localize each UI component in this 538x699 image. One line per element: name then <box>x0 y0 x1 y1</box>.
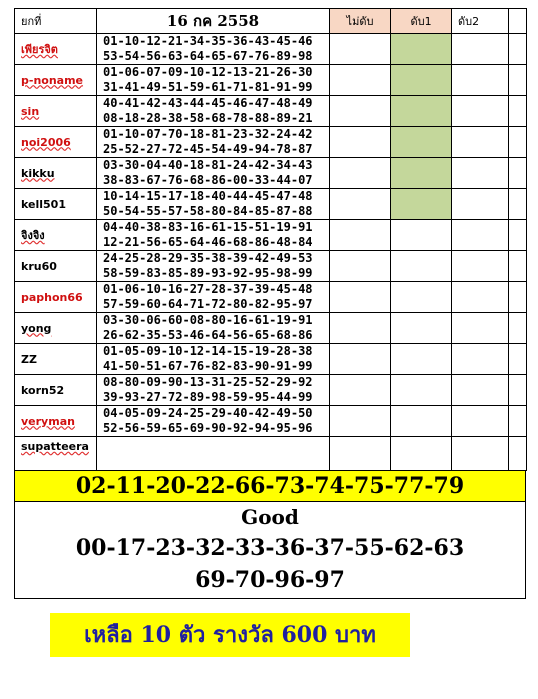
miss-cell <box>330 313 391 344</box>
player-numbers: 10-14-15-17-18-40-44-45-47-48 50-54-55-57-58-80-84-85-87-88 <box>97 189 330 220</box>
miss-cell <box>330 127 391 158</box>
hit2-cell <box>452 127 509 158</box>
table-row <box>15 437 527 471</box>
hit1-cell <box>391 375 452 406</box>
player-name: kell501 <box>15 189 97 220</box>
table-row <box>15 344 527 375</box>
hit2-cell <box>452 189 509 220</box>
table-row <box>15 158 527 189</box>
miss-cell <box>330 406 391 437</box>
spacer-cell <box>509 344 527 375</box>
hit1-cell <box>391 251 452 282</box>
hit1-cell <box>391 344 452 375</box>
spacer-cell <box>509 437 527 471</box>
player-name: ZZ <box>15 344 97 375</box>
hit2-cell <box>452 375 509 406</box>
player-name: yong <box>15 313 97 344</box>
table-row <box>15 406 527 437</box>
spacer-cell <box>509 96 527 127</box>
player-name: p-noname <box>15 65 97 96</box>
spacer-cell <box>509 9 527 34</box>
spacer-cell <box>509 220 527 251</box>
player-name: veryman <box>15 406 97 437</box>
hit2-cell <box>452 437 509 471</box>
spacer-cell <box>509 158 527 189</box>
hit2-cell <box>452 65 509 96</box>
table-row <box>15 313 527 344</box>
hit1-cell <box>391 437 452 471</box>
spacer-cell <box>509 34 527 65</box>
hit2-cell <box>452 282 509 313</box>
hit1-cell <box>391 34 452 65</box>
miss-cell <box>330 375 391 406</box>
good-title: Good <box>241 505 299 529</box>
hit1-cell <box>391 282 452 313</box>
hit1-cell <box>391 158 452 189</box>
player-name: kru60 <box>15 251 97 282</box>
hit2-cell <box>452 344 509 375</box>
spacer-cell <box>509 313 527 344</box>
table-row <box>15 96 527 127</box>
prize-banner: เหลือ 10 ตัว รางวัล 600 บาท <box>50 613 410 657</box>
spacer-cell <box>509 282 527 313</box>
good-numbers-box <box>14 502 526 599</box>
draw-date: 16 กค 2558 <box>97 9 330 34</box>
player-numbers: 01-06-10-16-27-28-37-39-45-48 57-59-60-64-71-72-80-82-95-97 <box>97 282 330 313</box>
miss-cell <box>330 251 391 282</box>
player-numbers <box>97 437 330 471</box>
table-row <box>15 251 527 282</box>
hit2-cell <box>452 34 509 65</box>
miss-cell <box>330 158 391 189</box>
table-row <box>15 34 527 65</box>
table-row <box>15 220 527 251</box>
table-row <box>15 127 527 158</box>
player-numbers: 24-25-28-29-35-38-39-42-49-53 58-59-83-85-89-93-92-95-98-99 <box>97 251 330 282</box>
hit2-cell <box>452 406 509 437</box>
miss-cell <box>330 96 391 127</box>
table-row <box>15 189 527 220</box>
spacer-cell <box>509 375 527 406</box>
entries-table <box>14 8 527 471</box>
good-numbers-line2: 69-70-96-97 <box>195 567 345 593</box>
hit2-cell <box>452 313 509 344</box>
player-numbers: 40-41-42-43-44-45-46-47-48-49 08-18-28-38-58-68-78-88-89-21 <box>97 96 330 127</box>
spacer-cell <box>509 65 527 96</box>
player-numbers: 04-40-38-83-16-61-15-51-19-91 12-21-56-65-64-46-68-86-48-84 <box>97 220 330 251</box>
player-name: จิงจิง <box>15 220 97 251</box>
player-name: kikku <box>15 158 97 189</box>
player-name: supatteera <box>15 437 97 471</box>
miss-cell <box>330 189 391 220</box>
hit1-cell <box>391 313 452 344</box>
table-row <box>15 282 527 313</box>
player-numbers: 08-80-09-90-13-31-25-52-29-92 39-93-27-72-89-98-59-95-44-99 <box>97 375 330 406</box>
spacer-cell <box>509 406 527 437</box>
player-name: เพียรจิต <box>15 34 97 65</box>
spacer-cell <box>509 251 527 282</box>
player-numbers: 01-05-09-10-12-14-15-19-28-38 41-50-51-67-76-82-83-90-91-99 <box>97 344 330 375</box>
player-name: korn52 <box>15 375 97 406</box>
hit2-cell <box>452 158 509 189</box>
player-name: noi2006 <box>15 127 97 158</box>
hit1-cell <box>391 96 452 127</box>
hit1-cell <box>391 406 452 437</box>
player-numbers: 04-05-09-24-25-29-40-42-49-50 52-56-59-65-69-90-92-94-95-96 <box>97 406 330 437</box>
player-numbers: 03-30-04-40-18-81-24-42-34-43 38-83-67-76-68-86-00-33-44-07 <box>97 158 330 189</box>
result-banner: 02-11-20-22-66-73-74-75-77-79 <box>14 471 526 502</box>
player-numbers: 01-10-07-70-18-81-23-32-24-42 25-52-27-72-45-54-49-94-78-87 <box>97 127 330 158</box>
miss-cell <box>330 220 391 251</box>
miss-cell <box>330 437 391 471</box>
col-2-header: ดับ2 <box>452 9 509 34</box>
hit1-cell <box>391 220 452 251</box>
col-1-header: ดับ1 <box>391 9 452 34</box>
spacer-cell <box>509 189 527 220</box>
round-label: ยกที่ <box>15 9 97 34</box>
hit1-cell <box>391 65 452 96</box>
hit2-cell <box>452 96 509 127</box>
player-numbers: 03-30-06-60-08-80-16-61-19-91 26-62-35-53-46-64-56-65-68-86 <box>97 313 330 344</box>
table-row <box>15 375 527 406</box>
spacer-cell <box>509 127 527 158</box>
hit1-cell <box>391 189 452 220</box>
hit2-cell <box>452 220 509 251</box>
player-numbers: 01-10-12-21-34-35-36-43-45-46 53-54-56-63-64-65-67-76-89-98 <box>97 34 330 65</box>
player-numbers: 01-06-07-09-10-12-13-21-26-30 31-41-49-51-59-61-71-81-91-99 <box>97 65 330 96</box>
miss-cell <box>330 344 391 375</box>
hit2-cell <box>452 251 509 282</box>
miss-cell <box>330 65 391 96</box>
player-name: sin <box>15 96 97 127</box>
player-name: paphon66 <box>15 282 97 313</box>
col-miss-header: ไม่ดับ <box>330 9 391 34</box>
hit1-cell <box>391 127 452 158</box>
table-row <box>15 65 527 96</box>
lottery-sheet <box>14 8 526 599</box>
good-numbers-line1: 00-17-23-32-33-36-37-55-62-63 <box>75 535 465 561</box>
miss-cell <box>330 34 391 65</box>
header-row <box>15 9 527 34</box>
miss-cell <box>330 282 391 313</box>
